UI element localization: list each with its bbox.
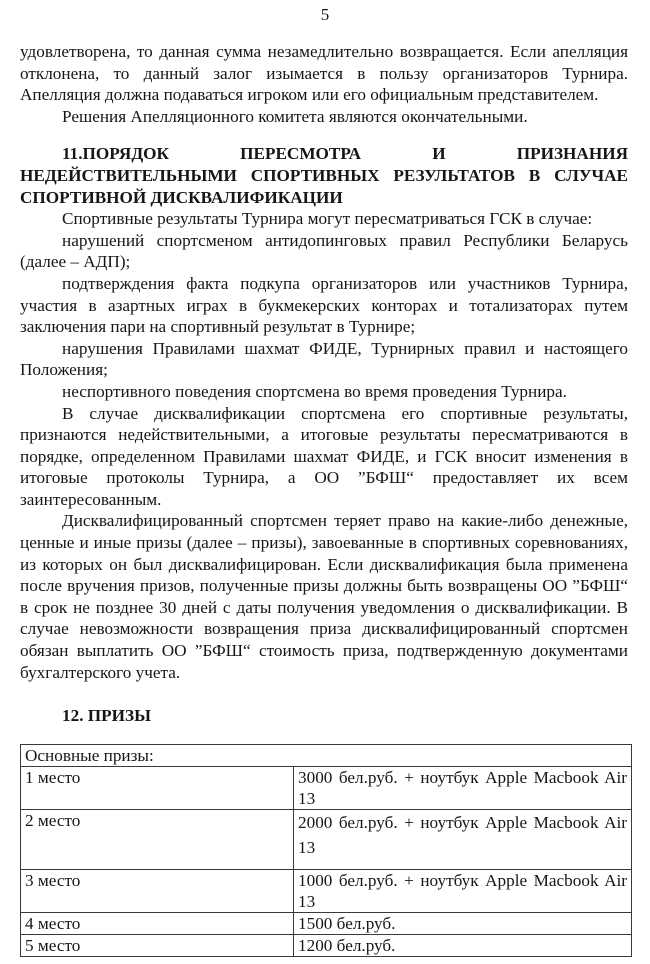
paragraph-appeal-continuation: удовлетворена, то данная сумма незамедлительно возвращается. Если апелляция отклонена, то данный залог изымается в пользу организаторов Турнира. Апелляция должна подаваться игроком или его официальным представителем. xyxy=(20,42,628,105)
section-11-paragraph: подтверждения факта подкупа организаторов или участников Турнира, участия в азартных играх в букмекерских конторах и тотализаторах путем заключения пари на спортивный результат в Турнире; xyxy=(20,273,628,337)
page-number: 5 xyxy=(320,5,330,24)
section-11-paragraph: В случае дисквалификации спортсмена его спортивные результаты, признаются недействительными, а итоговые результаты пересматриваются в порядке, определенном Правилами шахмат ФИДЕ, и ГСК вносит изменения в итоговые протоколы Турнира, а ОО ”БФШ“ предоставляет их всем заинтересованным. xyxy=(20,403,628,509)
place-cell: 2 место xyxy=(21,810,294,870)
table-row xyxy=(21,913,632,935)
spacer xyxy=(20,683,628,705)
table-header-cell: Основные призы: xyxy=(21,745,632,767)
prizes-table xyxy=(20,744,632,957)
place-cell: 3 место xyxy=(21,870,294,913)
place-cell: 5 место xyxy=(21,935,294,957)
award-cell: 1000 бел.руб. + ноутбук Apple Macbook Air 13 xyxy=(294,870,632,913)
place-cell: 4 место xyxy=(21,913,294,935)
table-row xyxy=(21,810,632,870)
award-cell: 1200 бел.руб. xyxy=(294,935,632,957)
place-cell: 1 место xyxy=(21,767,294,810)
section-11-paragraph: неспортивного поведения спортсмена во время проведения Турнира. xyxy=(62,381,567,401)
section-11-paragraph: Спортивные результаты Турнира могут пересматриваться ГСК в случае: xyxy=(62,209,593,229)
section-11-paragraph: нарушений спортсменом антидопинговых правил Республики Беларусь (далее – АДП); xyxy=(20,230,628,272)
table-row xyxy=(21,935,632,957)
table-header-row xyxy=(21,745,632,767)
document-body xyxy=(20,41,628,727)
section-12-heading: 12. ПРИЗЫ xyxy=(62,706,151,726)
award-cell: 3000 бел.руб. + ноутбук Apple Macbook Air 13 xyxy=(294,767,632,810)
spacer xyxy=(20,127,628,143)
section-11-heading: 11.ПОРЯДОК ПЕРЕСМОТРА И ПРИЗНАНИЯ НЕДЕЙСТВИТЕЛЬНЫМИ СПОРТИВНЫХ РЕЗУЛЬТАТОВ В СЛУЧАЕ СПОРТИВНОЙ ДИСКВАЛИФИКАЦИИ xyxy=(20,144,628,207)
award-cell: 2000 бел.руб. + ноутбук Apple Macbook Air 13 xyxy=(294,810,632,870)
award-cell: 1500 бел.руб. xyxy=(294,913,632,935)
table-row xyxy=(21,870,632,913)
section-11-paragraph: Дисквалифицированный спортсмен теряет право на какие-либо денежные, ценные и иные призы (далее – призы), завоеванные в спортивных соревнованиях, из которых он был дисквалифицирован. Если дисквалификация была применена после вручения призов, полученные призы должны быть возвращены ОО ”БФШ“ в срок не позднее 30 дней с даты получения уведомления о дисквалификации. В случае невозможности возвращения приза дисквалифицированный спортсмен обязан выплатить ОО ”БФШ“ стоимость приза, подтвержденную документами бухгалтерского учета. xyxy=(20,511,628,682)
section-11-paragraph: нарушения Правилами шахмат ФИДЕ, Турнирных правил и настоящего Положения; xyxy=(20,338,628,380)
table-row xyxy=(21,767,632,810)
paragraph-appeal-final: Решения Апелляционного комитета являются окончательными. xyxy=(62,106,528,126)
